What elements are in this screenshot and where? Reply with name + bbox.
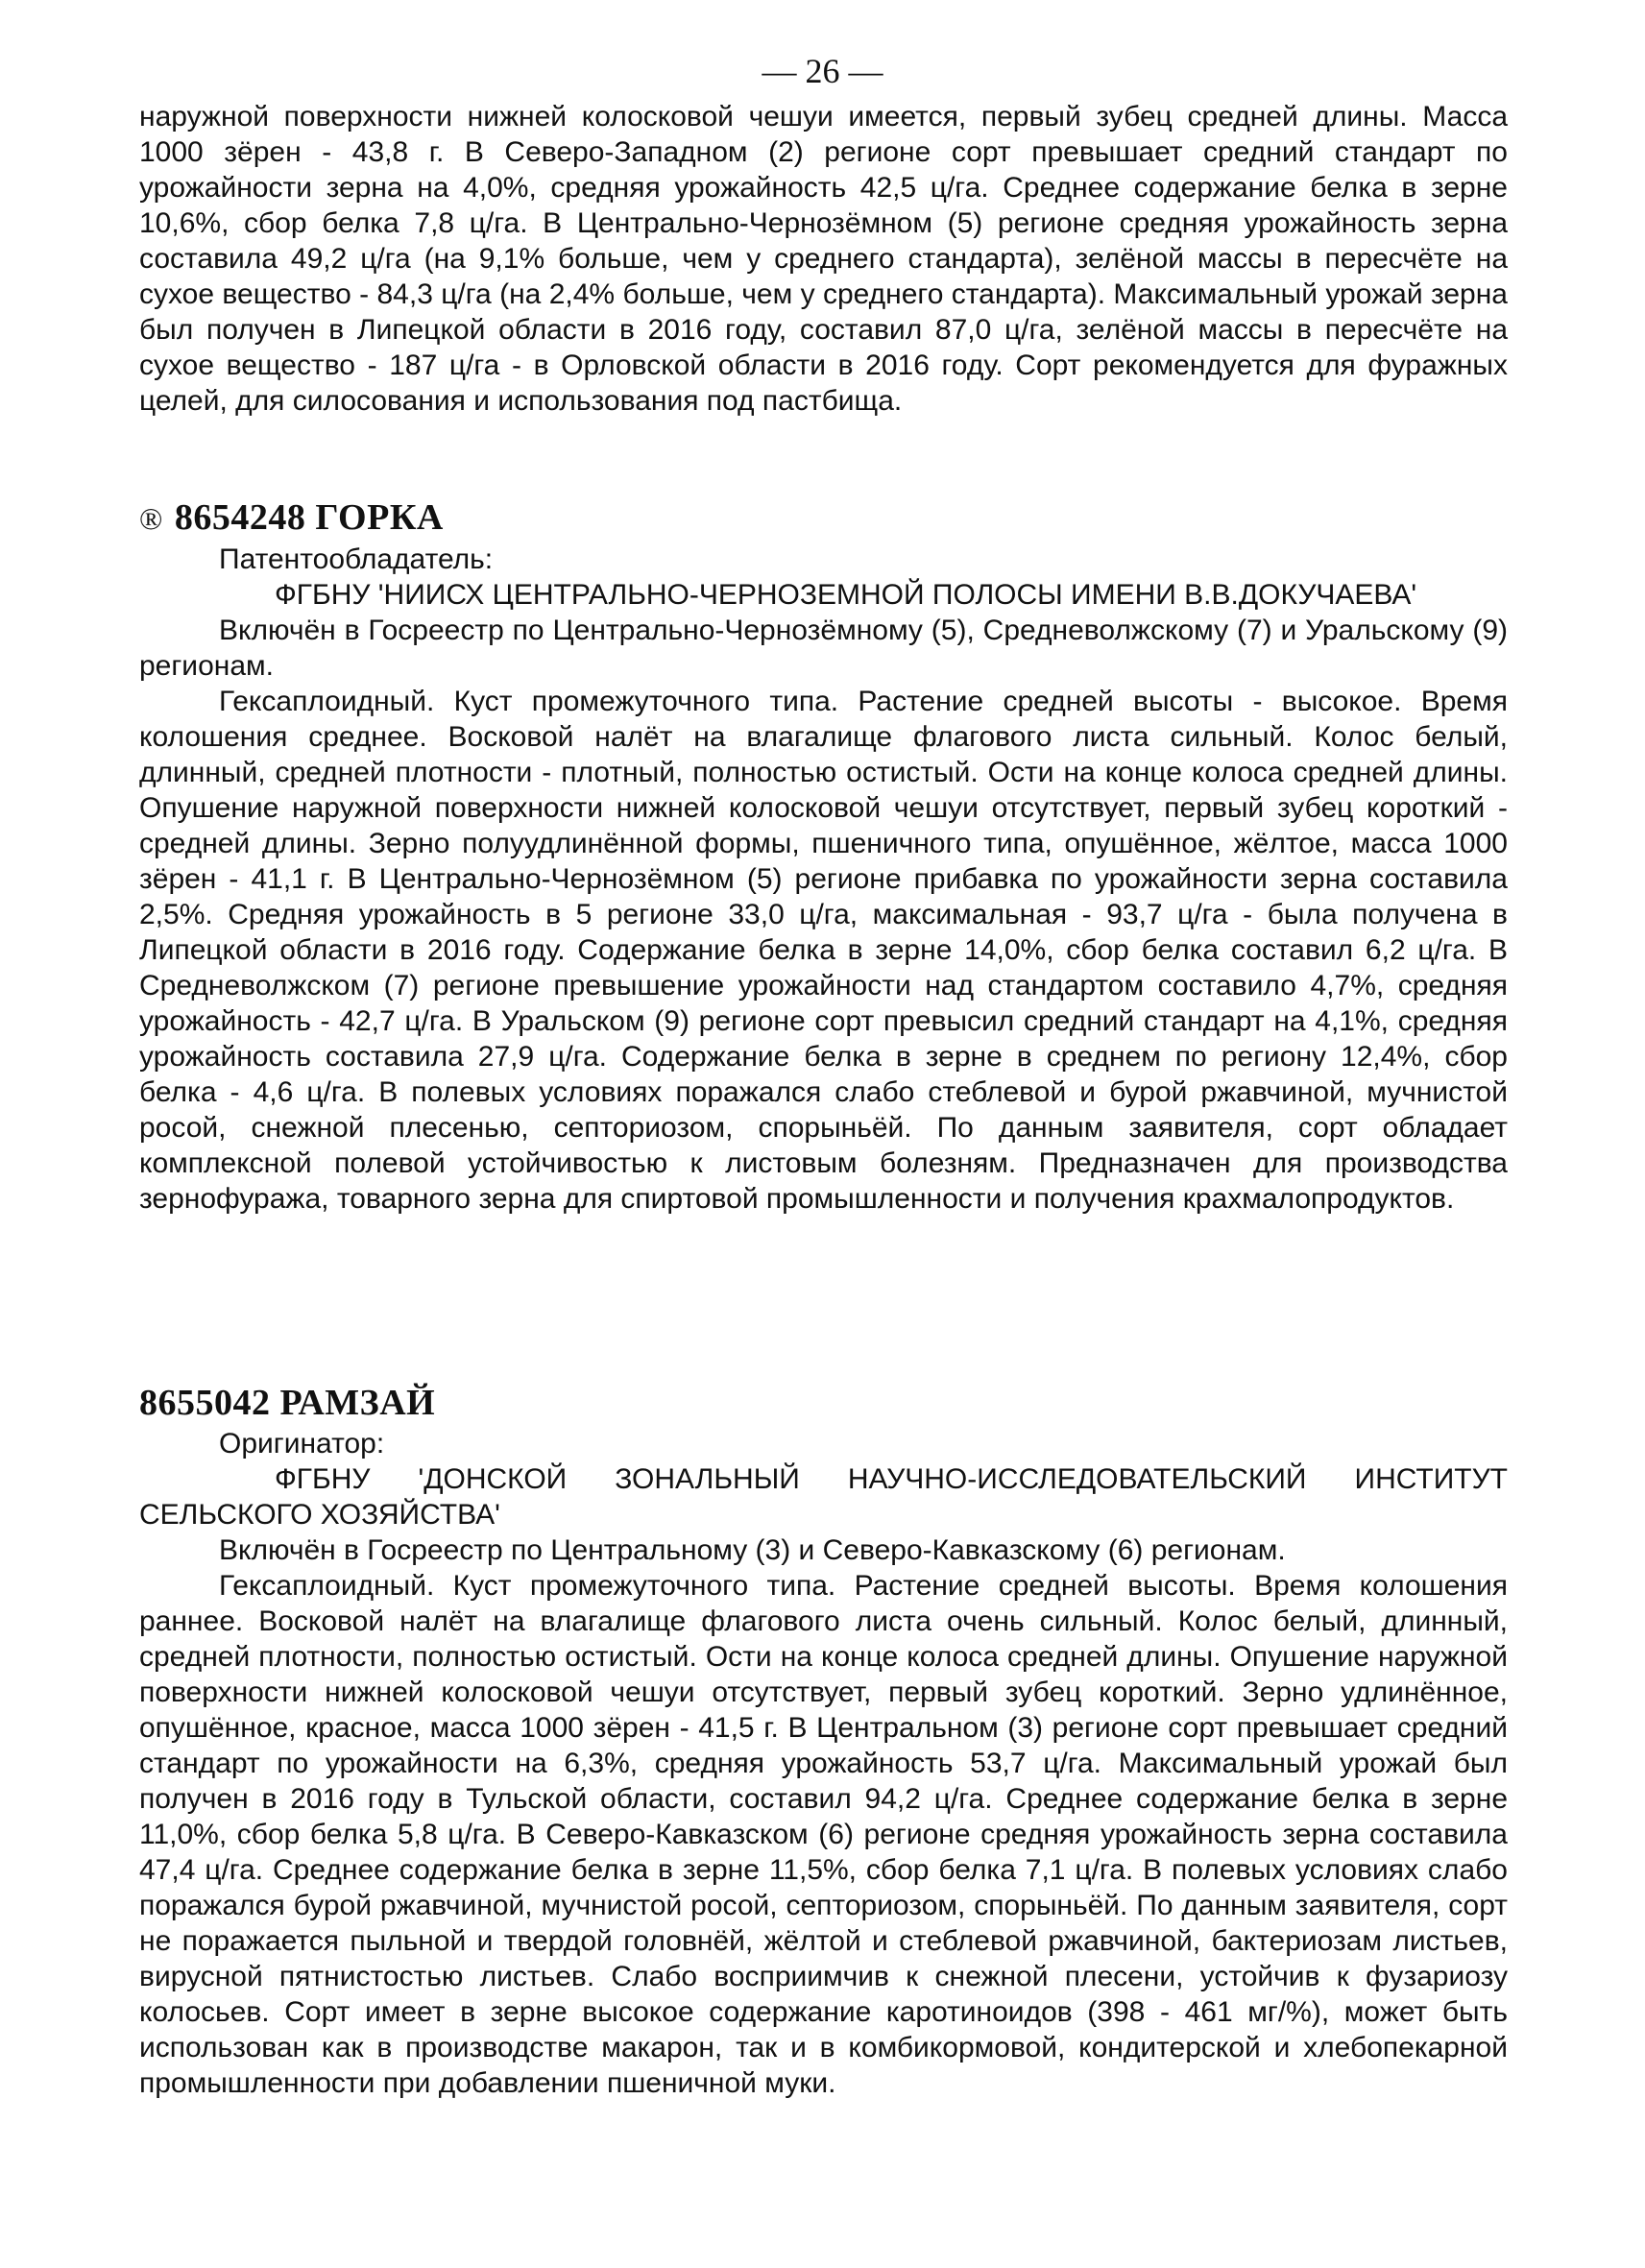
holder-name: ФГБНУ 'ДОНСКОЙ ЗОНАЛЬНЫЙ НАУЧНО-ИССЛЕДОВАТЕЛЬСКИЙ ИНСТИТУТ СЕЛЬСКОГО ХОЗЯЙСТВА' bbox=[139, 1463, 1508, 1531]
variety-description: Гексаплоидный. Куст промежуточного типа. Растение средней высоты. Время колошения раннее. Восковой налёт на влагалище флагового листа очень сильный. Колос белый, длинный, средней плотности, полностью остистый. Ости на конце колоса средней длины. Опушение наружной поверхности нижней колосковой чешуи отсутствует, первый зубец короткий. Зерно удлинённое, опушённое, красное, масса 1000 зёрен - 41,5 г. В Центральном (3) регионе сорт превышает средний стандарт по урожайности на 6,3%, средняя урожайность 53,7 ц/га. Максимальный урожай был получен в 2016 году в Тульской области, составил 94,2 ц/га. Среднее содержание белка в зерне 11,0%, сбор белка 5,8 ц/га. В Северо-Кавказском (6) регионе средняя урожайность зерна составила 47,4 ц/га. Среднее содержание белка в зерне 11,5%, сбор белка 7,1 ц/га. В полевых условиях слабо поражался бурой ржавчиной, мучнистой росой, септориозом, спорыньёй. По данным заявителя, сорт не поражается пыльной и твердой головнёй, жёлтой и стеблевой ржавчиной, бактериозам листьев, вирусной пятнистостью листьев. Слабо восприимчив к снежной плесени, устойчив к фузариозу колосьев. Сорт имеет в зерне высокое содержание каротиноидов (398 - 461 мг/%), может быть использован как в производстве макарон, так и в комбикормовой, кондитерской и хлебопекарной промышленности при добавлении пшеничной муки. bbox=[139, 1570, 1508, 2099]
variety-description: Гексаплоидный. Куст промежуточного типа. Растение средней высоты - высокое. Время колошения среднее. Восковой налёт на влагалище флагового листа сильный. Колос белый, длинный, средней плотности - плотный, полностью остистый. Ости на конце колоса средней длины. Опушение наружной поверхности нижней колосковой чешуи отсутствует, первый зубец короткий - средней длины. Зерно полуудлинённой формы, пшеничного типа, опушённое, жёлтое, масса 1000 зёрен - 41,1 г. В Центрально-Чернозёмном (5) регионе прибавка по урожайности зерна составила 2,5%. Средняя урожайность в 5 регионе 33,0 ц/га, максимальная - 93,7 ц/га - была получена в Липецкой области в 2016 году. Содержание белка в зерне 14,0%, сбор белка составил 6,2 ц/га. В Средневолжском (7) регионе превышение урожайности над стандартом составило 4,7%, средняя урожайность - 42,7 ц/га. В Уральском (9) регионе сорт превысил средний стандарт на 4,1%, средняя урожайность составила 27,9 ц/га. Содержание белка в зерне в среднем по региону 12,4%, сбор белка - 4,6 ц/га. В полевых условиях поражался слабо стеблевой и бурой ржавчиной, мучнистой росой, снежной плесенью, септориозом, спорыньёй. По данным заявителя, сорт обладает комплексной полевой устойчивостью к листовым болезням. Предназначен для производства зернофуража, товарного зерна для спиртовой промышленности и получения крахмалопродуктов. bbox=[139, 686, 1508, 1215]
holder-name: ФГБНУ 'НИИСХ ЦЕНТРАЛЬНО-ЧЕРНОЗЕМНОЙ ПОЛОСЫ ИМЕНИ В.В.ДОКУЧАЕВА' bbox=[275, 579, 1417, 611]
registered-mark: ® bbox=[139, 501, 163, 536]
page-number: — 26 — bbox=[762, 52, 883, 90]
intro-section bbox=[139, 99, 1508, 419]
holder-label: Оригинатор: bbox=[219, 1428, 385, 1460]
intro-paragraph: наружной поверхности нижней колосковой чешуи имеется, первый зубец средней длины. Масса 1000 зёрен - 43,8 г. В Северо-Западном (2) регионе сорт превышает средний стандарт по урожайности зерна на 4,0%, средняя урожайность 42,5 ц/га. Среднее содержание белка в зерне 10,6%, сбор белка 7,8 ц/га. В Центрально-Чернозёмном (5) регионе средняя урожайность зерна составила 49,2 ц/га (на 9,1% больше, чем у среднего стандарта), зелёной массы в пересчёте на сухое вещество - 84,3 ц/га (на 2,4% больше, чем у среднего стандарта). Максимальный урожай зерна был получен в Липецкой области в 2016 году, составил 87,0 ц/га, зелёной массы в пересчёте на сухое вещество - 187 ц/га - в Орловской области в 2016 году. Сорт рекомендуется для фуражных целей, для силосования и использования под пастбища. bbox=[139, 101, 1508, 417]
registry-info: Включён в Госреестр по Центральному (3) и Северо-Кавказскому (6) регионам. bbox=[219, 1534, 1286, 1566]
entry-title bbox=[139, 495, 1508, 542]
registry-info: Включён в Госреестр по Центрально-Чернозёмному (5), Средневолжскому (7) и Уральскому (9) регионам. bbox=[139, 615, 1508, 682]
holder-label: Патентообладатель: bbox=[219, 543, 494, 575]
entry-title-text: 8655042 РАМЗАЙ bbox=[139, 1383, 436, 1423]
entry-title-text: 8654248 ГОРКА bbox=[174, 497, 444, 538]
entry-title bbox=[139, 1380, 1508, 1426]
entry-gorka bbox=[139, 495, 1508, 1217]
entry-ramzai bbox=[139, 1380, 1508, 2101]
